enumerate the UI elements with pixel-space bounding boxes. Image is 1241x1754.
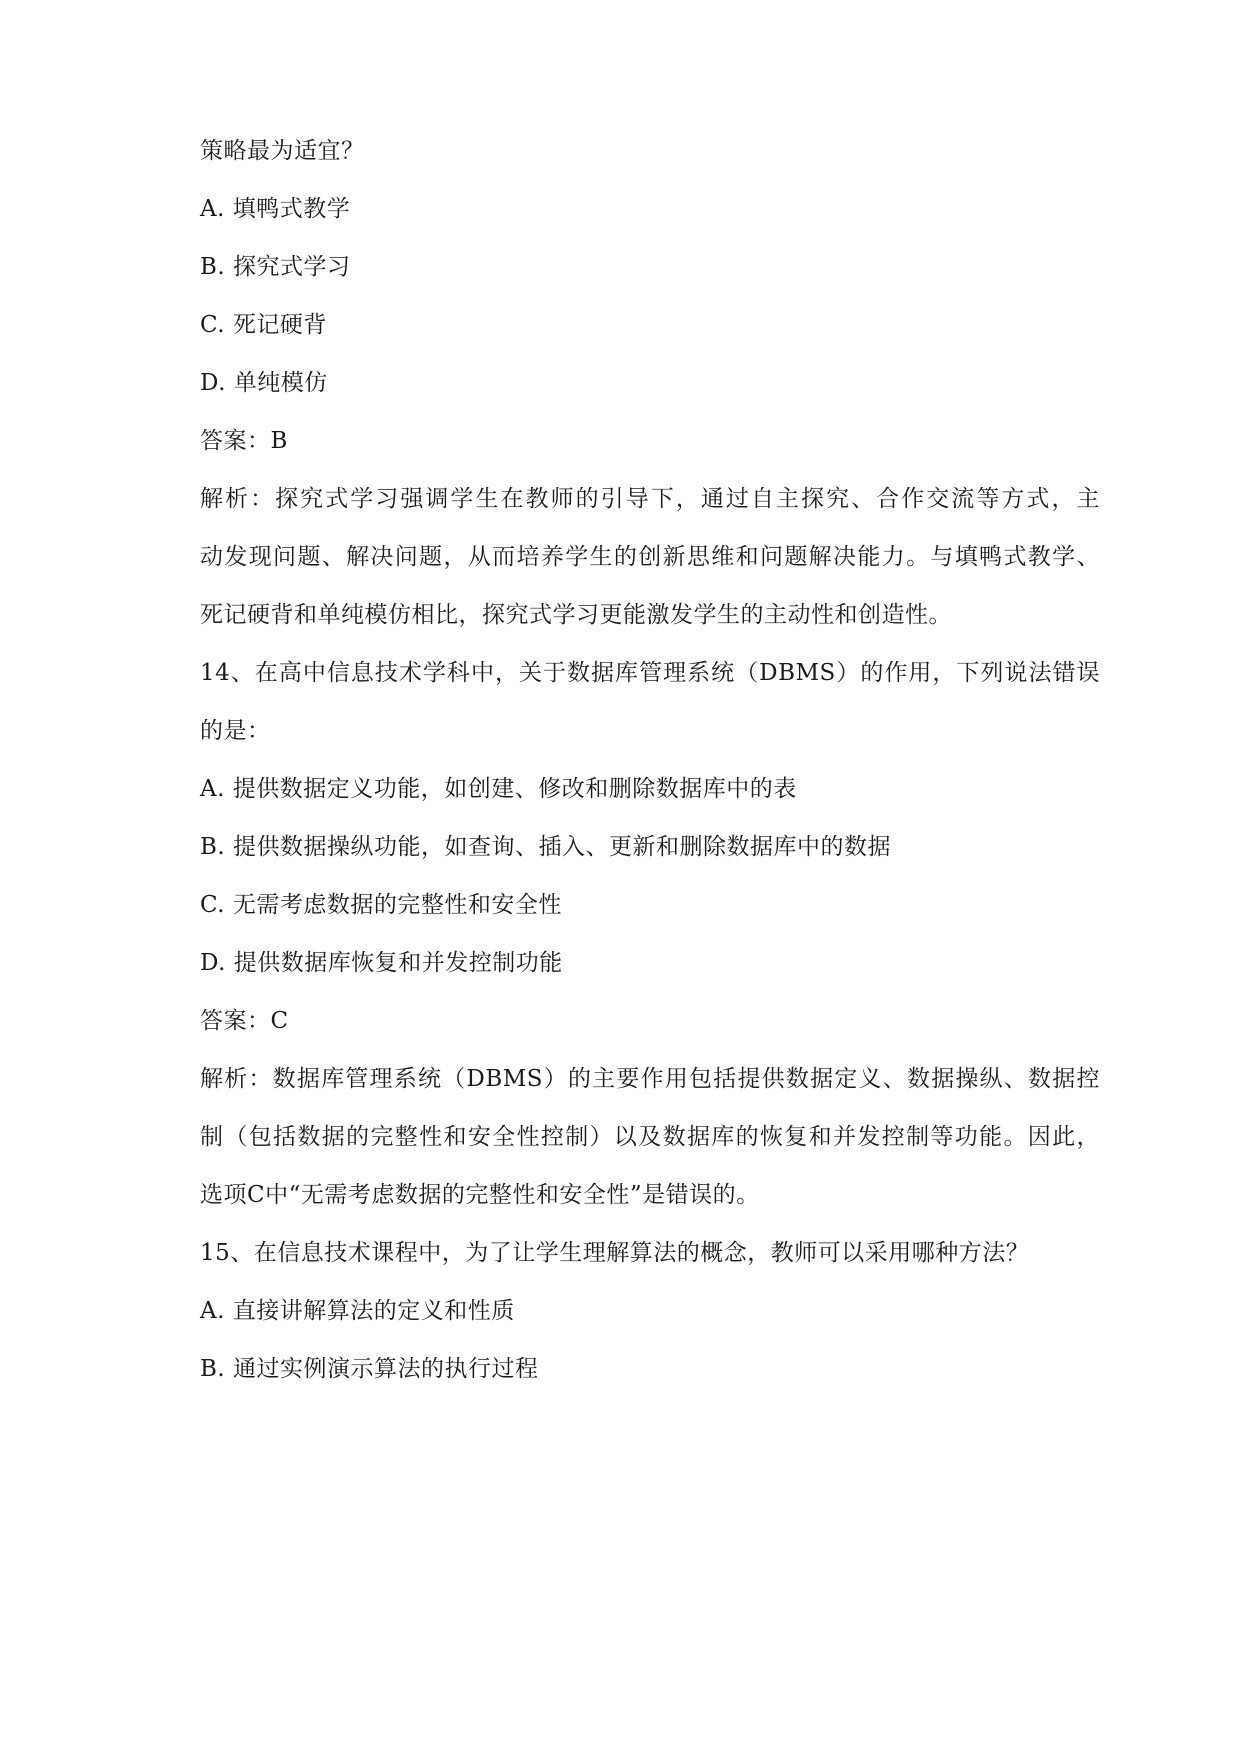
q13-option-d: D. 单纯模仿 bbox=[200, 370, 328, 396]
q15-option-b: B. 通过实例演示算法的执行过程 bbox=[200, 1356, 539, 1382]
q13-explanation-line-2: 动发现问题、解决问题，从而培养学生的创新思维和问题解决能力。与填鸭式教学、 bbox=[200, 544, 1100, 570]
q14-explanation-line-3: 选项C中“无需考虑数据的完整性和安全性”是错误的。 bbox=[200, 1182, 760, 1208]
q13-option-b: B. 探究式学习 bbox=[200, 254, 351, 280]
q13-explanation-line-1: 解析：探究式学习强调学生在教师的引导下，通过自主探究、合作交流等方式，主 bbox=[200, 486, 1100, 512]
q15-question: 15、在信息技术课程中，为了让学生理解算法的概念，教师可以采用哪种方法？ bbox=[200, 1240, 1030, 1266]
text-line-question-13-tail: 策略最为适宜？ bbox=[200, 138, 365, 164]
q13-option-a: A. 填鸭式教学 bbox=[200, 196, 351, 222]
q14-explanation-line-2: 制（包括数据的完整性和安全性控制）以及数据库的恢复和并发控制等功能。因此， bbox=[200, 1124, 1100, 1150]
q14-option-c: C. 无需考虑数据的完整性和安全性 bbox=[200, 892, 562, 918]
q14-answer: 答案：C bbox=[200, 1008, 289, 1034]
q14-question-line-1: 14、在高中信息技术学科中，关于数据库管理系统（DBMS）的作用，下列说法错误 bbox=[200, 660, 1100, 686]
q13-answer: 答案：B bbox=[200, 428, 288, 454]
q14-question-line-2: 的是： bbox=[200, 718, 271, 744]
q13-option-c: C. 死记硬背 bbox=[200, 312, 327, 338]
q13-explanation-line-3: 死记硬背和单纯模仿相比，探究式学习更能激发学生的主动性和创造性。 bbox=[200, 602, 952, 628]
q14-option-a: A. 提供数据定义功能，如创建、修改和删除数据库中的表 bbox=[200, 776, 797, 802]
q14-explanation-line-1: 解析：数据库管理系统（DBMS）的主要作用包括提供数据定义、数据操纵、数据控 bbox=[200, 1066, 1100, 1092]
q15-option-a: A. 直接讲解算法的定义和性质 bbox=[200, 1298, 515, 1324]
q14-option-d: D. 提供数据库恢复和并发控制功能 bbox=[200, 950, 563, 976]
q14-option-b: B. 提供数据操纵功能，如查询、插入、更新和删除数据库中的数据 bbox=[200, 834, 892, 860]
